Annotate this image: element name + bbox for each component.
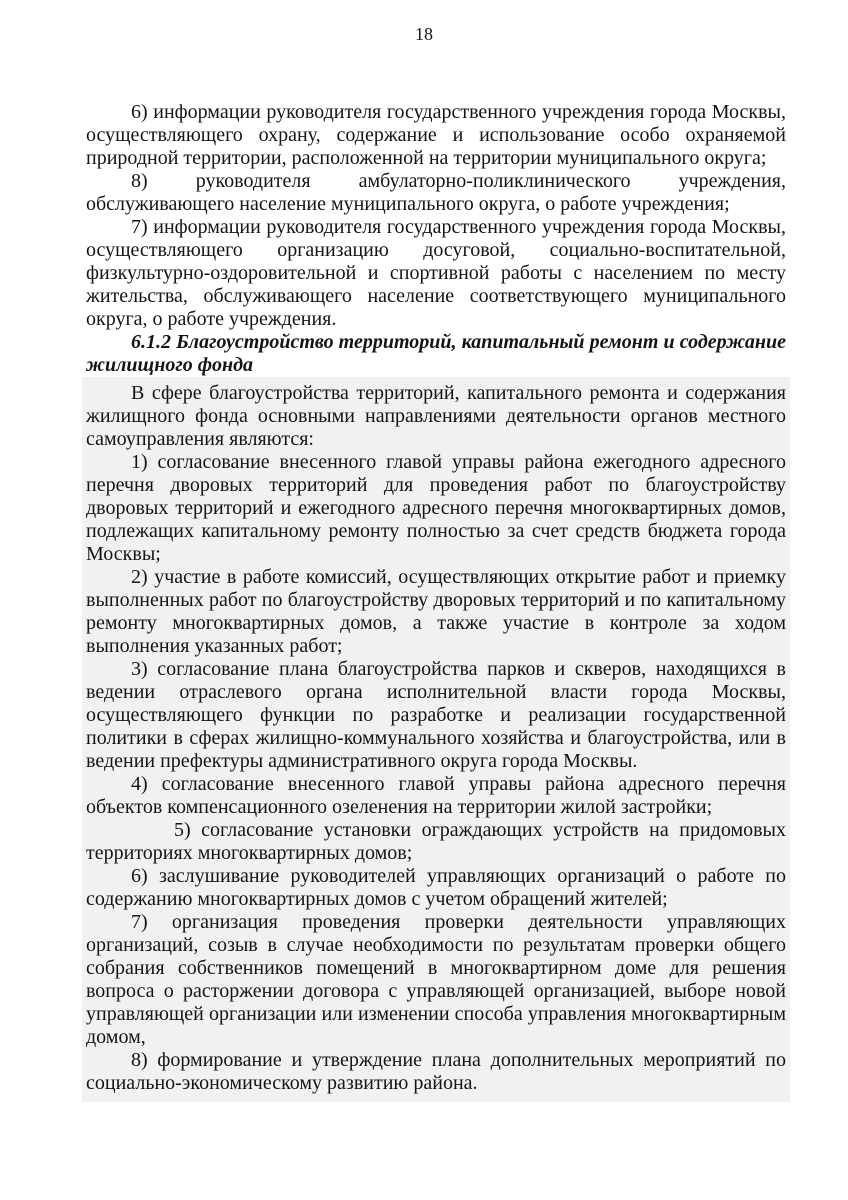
paragraph-item-3-parks-plan: 3) согласование плана благоустройства парков и скверов, находящихся в ведении отраслевого органа исполнительной власти города Москвы, осуществляющего функции по разработке и реализации государственной политики в сферах жилищно-коммунального хозяйства и благоустройства, или в ведении префектуры административного округа города Москвы. [86,658,786,772]
page-number: 18 [415,24,433,44]
paragraph-item-6-hearings: 6) заслушивание руководителей управляющих организаций о работе по содержанию многоквартирных домов с учетом обращений жителей; [86,865,786,910]
paragraph-item-8-plan: 8) формирование и утверждение плана дополнительных мероприятий по социально-экономическому развитию района. [86,1049,786,1094]
section-heading-6-1-2: 6.1.2 Благоустройство территорий, капитальный ремонт и содержание жилищного фонда [86,331,786,376]
paragraph-item-5-barriers: 5) согласование установки ограждающих устройств на придомовых территориях многоквартирных домов; [86,819,786,864]
paragraph-item-2-commissions: 2) участие в работе комиссий, осуществляющих открытие работ и приемку выполненных работ по благоустройству дворовых территорий и по капитальному ремонту многоквартирных домов, а также участие в контроле за ходом выполнения указанных работ; [86,566,786,657]
paragraph-item-7-info: 7) информации руководителя государственного учреждения города Москвы, осуществляющего организацию досуговой, социально-воспитательной, физкультурно-оздоровительной и спортивной работы с населением по месту жительства, обслуживающего население соответствующего муниципального округа, о работе учреждения. [86,216,786,330]
highlighted-section [82,377,790,1102]
paragraph-item-8-polyclinic: 8) руководителя амбулаторно-поликлинического учреждения, обслуживающего население муниципального округа, о работе учреждения; [86,170,786,215]
document-body [86,101,786,1102]
paragraph-item-4-greening: 4) согласование внесенного главой управы района адресного перечня объектов компенсационного озеленения на территории жилой застройки; [86,773,786,818]
paragraph-intro-sphere: В сфере благоустройства территорий, капитального ремонта и содержания жилищного фонда основными направлениями деятельности органов местного самоуправления являются: [86,382,786,450]
paragraph-item-1-approval: 1) согласование внесенного главой управы района ежегодного адресного перечня дворовых территорий для проведения работ по благоустройству дворовых территорий и ежегодного адресного перечня многоквартирных домов, подлежащих капитальному ремонту полностью за счет средств бюджета города Москвы; [86,451,786,565]
paragraph-item-7-inspection: 7) организация проведения проверки деятельности управляющих организаций, созыв в случае необходимости по результатам проверки общего собрания собственников помещений в многоквартирном доме для решения вопроса о расторжении договора с управляющей организацией, выборе новой управляющей организации или изменении способа управления многоквартирным домом, [86,911,786,1048]
paragraph-item-6-info: 6) информации руководителя государственного учреждения города Москвы, осуществляющего охрану, содержание и использование особо охраняемой природной территории, расположенной на территории муниципального округа; [86,101,786,169]
